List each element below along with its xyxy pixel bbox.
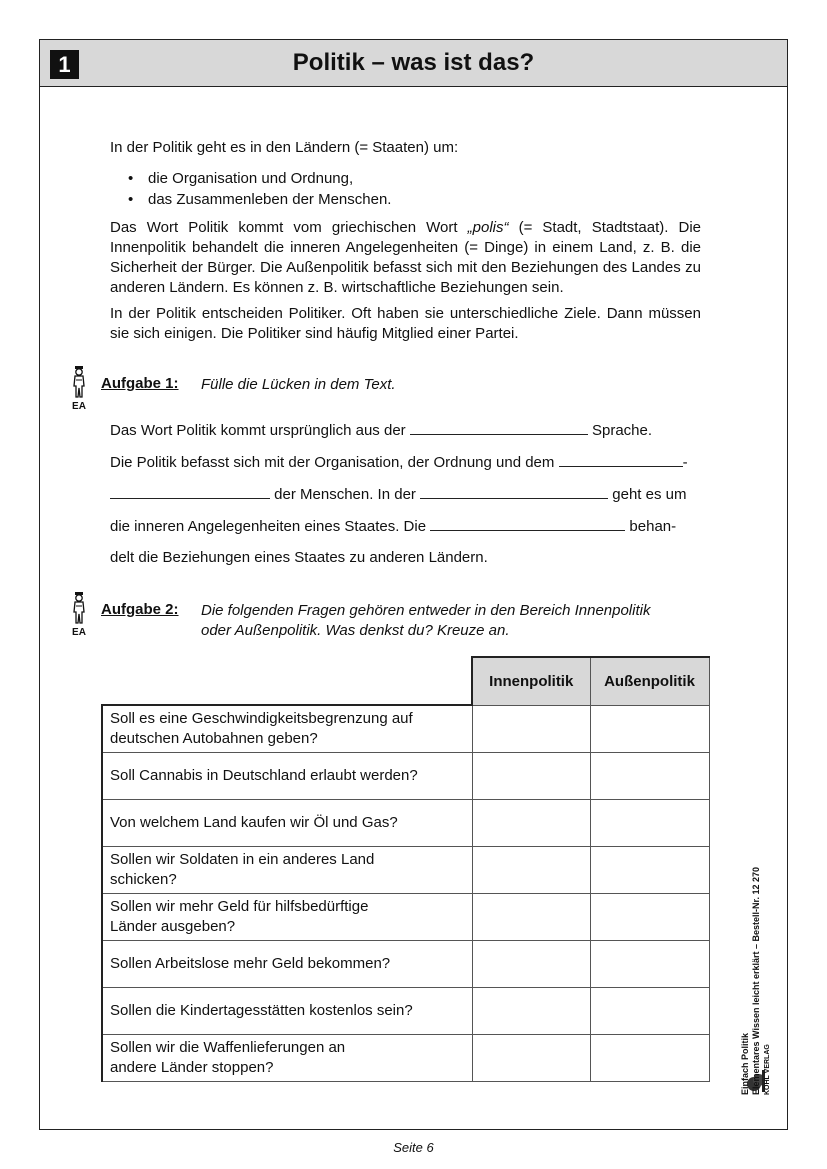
cloze-line-1: Das Wort Politik kommt ursprünglich aus der Sprache. [110, 422, 653, 439]
side-line-2: Elementares Wissen leicht erklärt – Bestell-Nr. 12 270 [751, 866, 761, 1095]
intro-paragraph-1 [110, 218, 701, 298]
publisher-name: KOHL VERLAG [764, 1044, 771, 1095]
task-1-label: Aufgabe 1: [101, 375, 179, 392]
blank-field[interactable] [420, 485, 608, 499]
ea-badge: EA [72, 627, 86, 638]
question-cell: Sollen die Kindertagesstätten kostenlos sein? [102, 987, 472, 1034]
checkbox-cell-innen[interactable] [472, 987, 590, 1034]
question-cell: Sollen wir mehr Geld für hilfsbedürftige Länder ausgeben? [102, 893, 472, 940]
question-cell: Sollen wir Soldaten in ein anderes Land schicken? [102, 846, 472, 893]
task-2-instruction: Die folgenden Fragen gehören entweder in den Bereich Innenpolitik oder Außenpolitik. Was denkst du? Kreuze an. [201, 602, 651, 639]
intro-bullets [128, 168, 701, 210]
checkbox-cell-aussen[interactable] [590, 752, 709, 799]
checkbox-cell-aussen[interactable] [590, 705, 709, 752]
blank-field[interactable] [410, 421, 588, 435]
checkbox-cell-innen[interactable] [472, 893, 590, 940]
checkbox-cell-innen[interactable] [472, 846, 590, 893]
side-line-1: Einfach Politik [740, 1032, 750, 1095]
checkbox-cell-innen[interactable] [472, 799, 590, 846]
checkbox-cell-aussen[interactable] [590, 987, 709, 1034]
header-empty-cell [102, 657, 472, 705]
column-header-aussenpolitik: Außenpolitik [590, 657, 709, 705]
cloze-line-3: der Menschen. In der geht es um [110, 485, 686, 503]
table-row [102, 987, 709, 1034]
task-2-label: Aufgabe 2: [101, 601, 179, 618]
polis-word: „polis“ [467, 219, 509, 236]
p1-start: Das Wort Politik kommt vom griechischen Wort [110, 219, 468, 236]
question-table [101, 656, 710, 1082]
column-header-innenpolitik: Innenpolitik [472, 657, 590, 705]
table-row [102, 940, 709, 987]
ea-badge: EA [72, 401, 86, 412]
checkbox-cell-innen[interactable] [472, 705, 590, 752]
question-cell: Sollen wir die Waffenlieferungen an andere Länder stoppen? [102, 1034, 472, 1081]
cloze-line-5: delt die Beziehungen eines Staates zu anderen Ländern. [110, 549, 488, 566]
intro-text [110, 138, 701, 344]
table-header-row [102, 657, 709, 705]
checkbox-cell-aussen[interactable] [590, 940, 709, 987]
page-title: Politik – was ist das? [292, 49, 535, 76]
cloze-line-4: die inneren Angelegenheiten eines Staates. Die behan- [110, 518, 677, 535]
intro-lead: In der Politik geht es in den Ländern (= Staaten) um: [110, 139, 459, 156]
task-1-instruction: Fülle die Lücken in dem Text. [201, 376, 396, 393]
table-row [102, 752, 709, 799]
cloze-line-2: Die Politik befasst sich mit der Organisation, der Ordnung und dem - [110, 454, 688, 471]
blank-field[interactable] [110, 485, 270, 499]
table-row [102, 1034, 709, 1081]
checkbox-cell-innen[interactable] [472, 1034, 590, 1081]
intro-paragraph-2: In der Politik entscheiden Politiker. Oft haben sie unterschiedliche Ziele. Dann müssen sie sich einigen. Die Politiker sind häufig Mitglied einer Partei. [110, 305, 701, 342]
person-icon [68, 592, 90, 638]
checkbox-cell-innen[interactable] [472, 752, 590, 799]
checkbox-cell-aussen[interactable] [590, 1034, 709, 1081]
blank-field[interactable] [430, 517, 625, 531]
checkbox-cell-aussen[interactable] [590, 893, 709, 940]
bullet-item: • das Zusammenleben der Menschen. [128, 189, 701, 210]
bullet-item: • die Organisation und Ordnung, [128, 168, 701, 189]
question-cell: Soll Cannabis in Deutschland erlaubt werden? [102, 752, 472, 799]
checkbox-cell-innen[interactable] [472, 940, 590, 987]
checkbox-cell-aussen[interactable] [590, 799, 709, 846]
page-number: Seite 6 [393, 1140, 434, 1155]
table-row [102, 893, 709, 940]
worksheet-frame [39, 39, 788, 1130]
table-row [102, 846, 709, 893]
table-row [102, 705, 709, 752]
chapter-number: 1 [50, 50, 79, 79]
checkbox-cell-aussen[interactable] [590, 846, 709, 893]
side-publisher-info [740, 867, 773, 1095]
person-icon [68, 366, 90, 412]
p1-rest: (= Stadt, Stadtstaat). Die Innenpolitik behandelt die inneren Angelegenheiten (= Dinge) in einem Land, z. B. die Sicherheit der Bürger. Die Außenpolitik befasst sich mit den Beziehungen des Landes zu anderen Ländern. Es können z. B. wirtschaftliche Beziehungen sein. [110, 219, 701, 296]
blank-field[interactable] [559, 453, 683, 467]
question-cell: Sollen Arbeitslose mehr Geld bekommen? [102, 940, 472, 987]
worksheet-header [40, 40, 787, 87]
table-row [102, 799, 709, 846]
question-cell: Von welchem Land kaufen wir Öl und Gas? [102, 799, 472, 846]
question-cell: Soll es eine Geschwindigkeitsbegrenzung auf deutschen Autobahnen geben? [102, 705, 472, 752]
